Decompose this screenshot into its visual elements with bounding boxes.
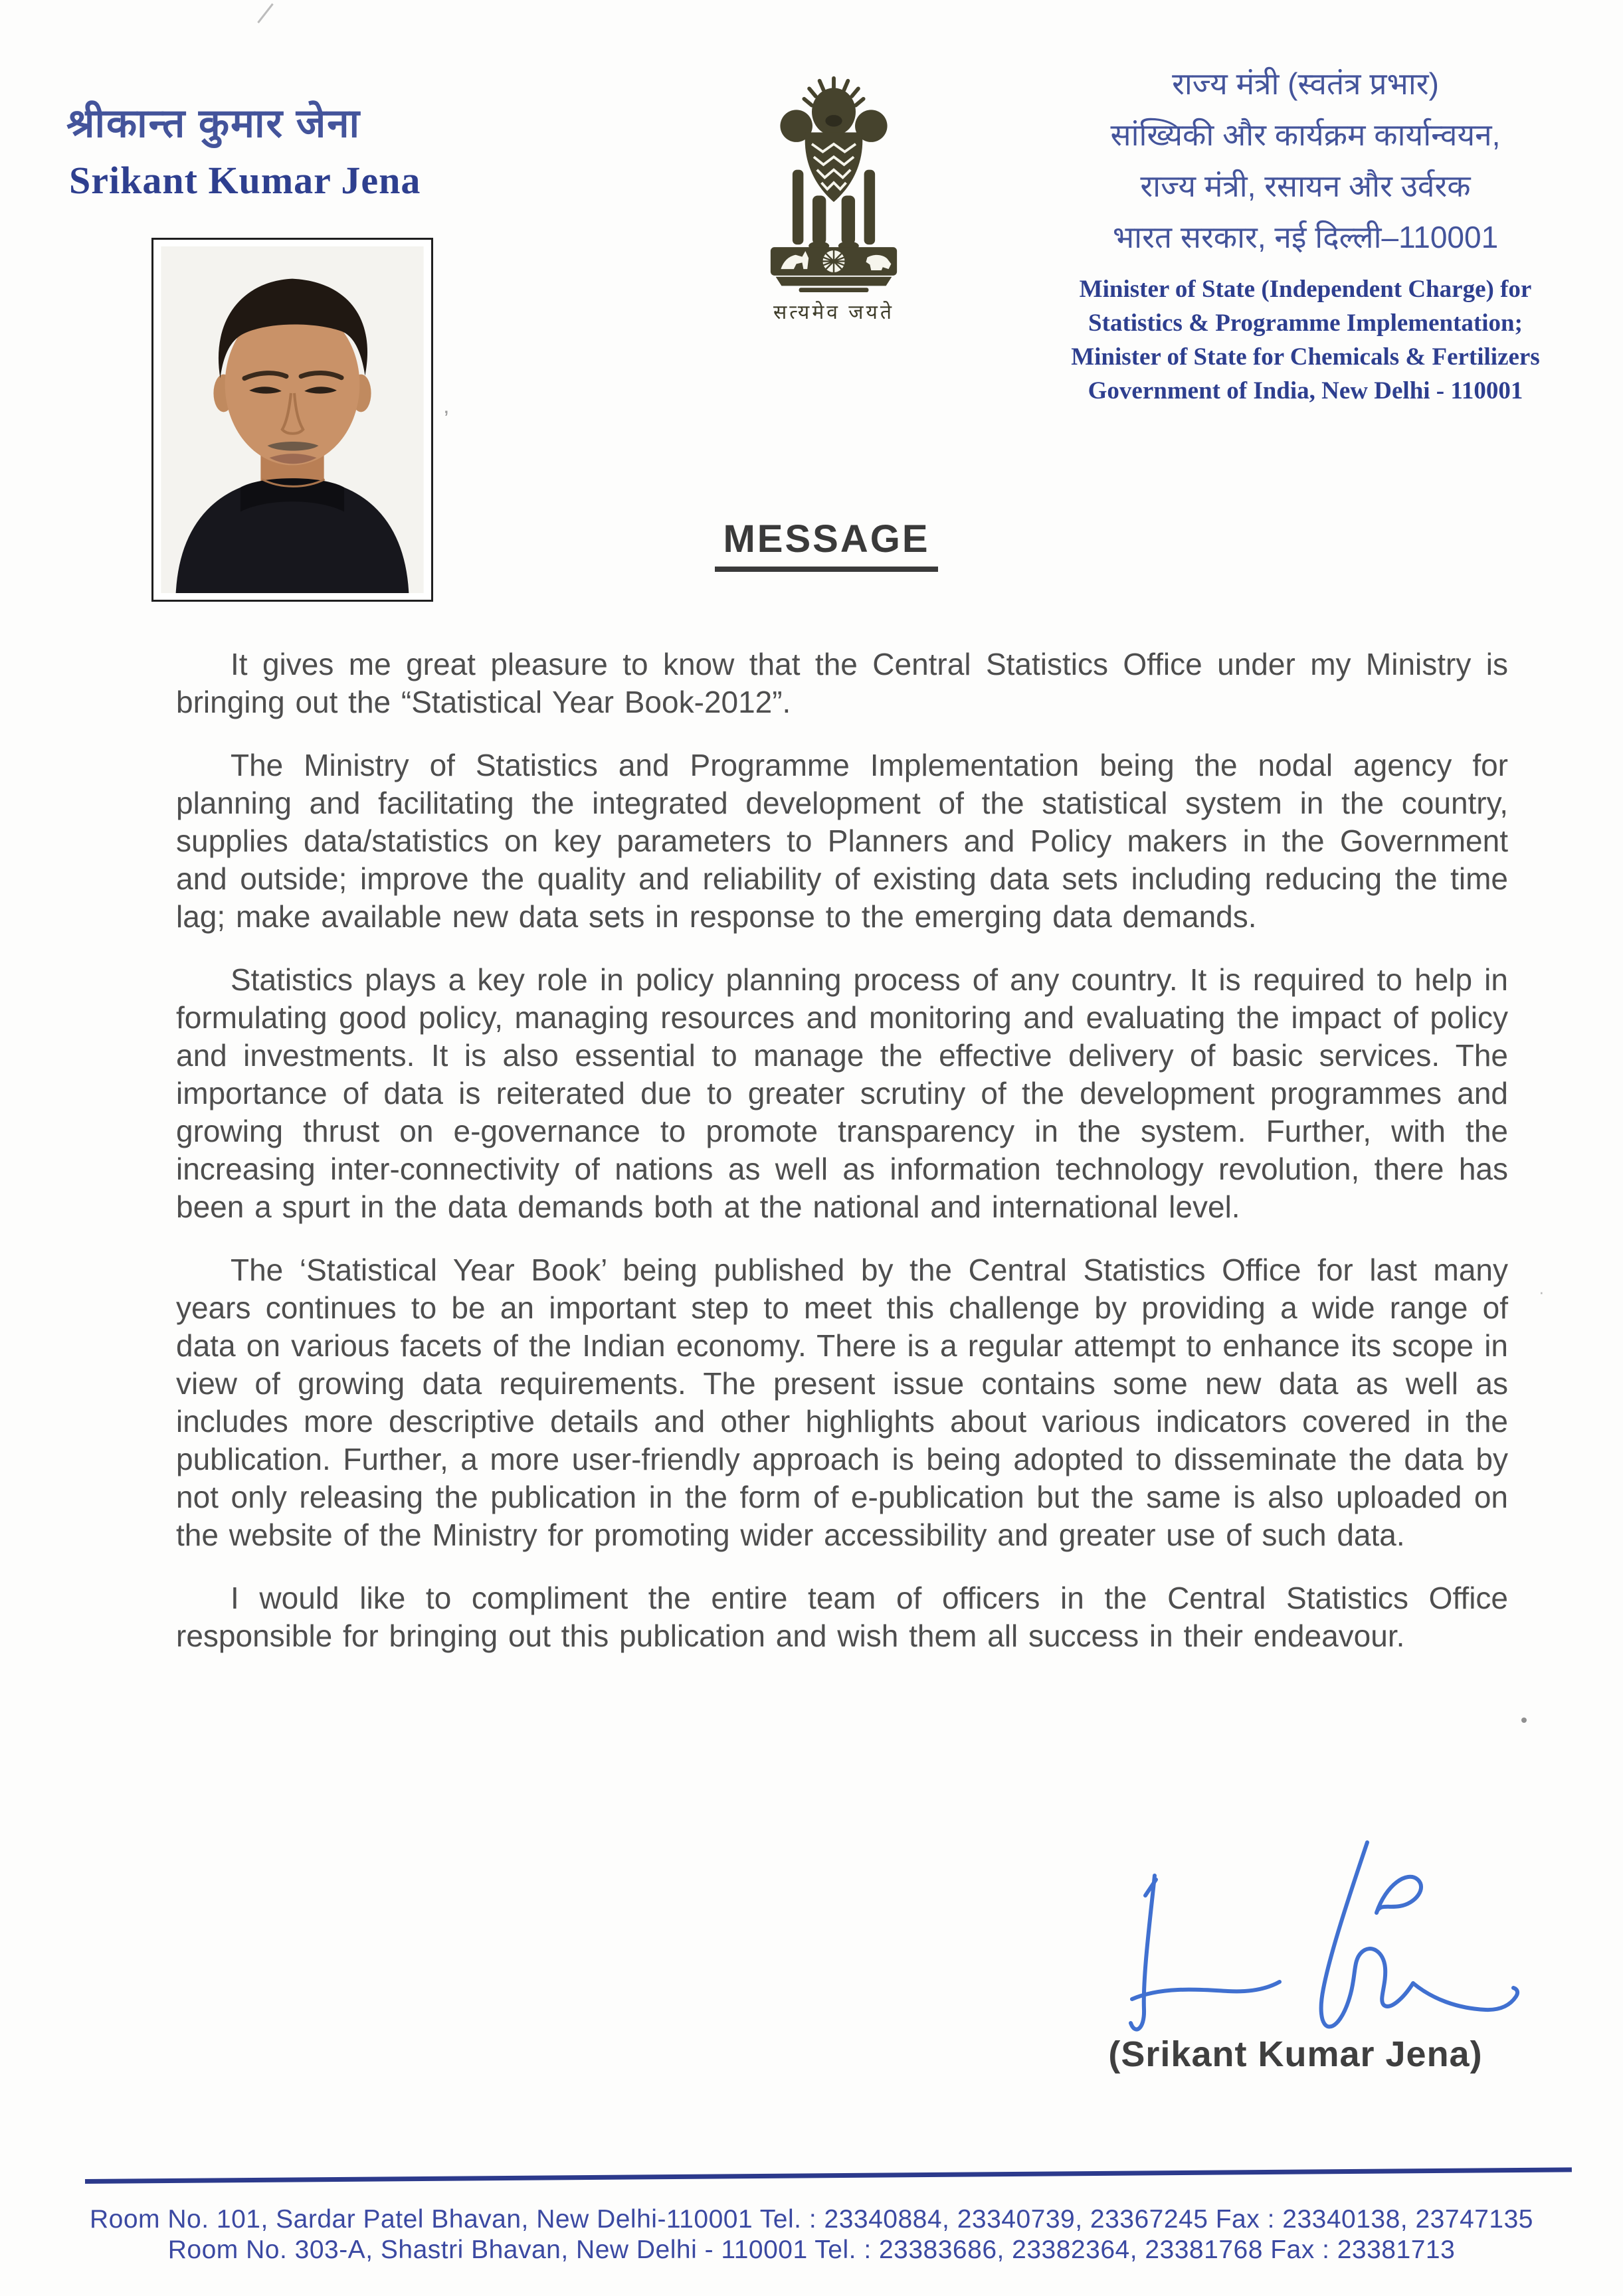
minister-name-hindi: श्रीकान्त कुमार जेना: [66, 101, 361, 145]
footer-divider: [85, 2167, 1572, 2184]
scan-artifact: ·: [1539, 1282, 1545, 1302]
scan-artifact: [1521, 1718, 1527, 1723]
office-english-line: Statistics & Programme Implementation;: [1088, 309, 1523, 337]
scan-artifact: [257, 3, 274, 23]
national-emblem: [734, 74, 933, 325]
lion-capital-icon: [734, 74, 933, 294]
footer-address-line-2: Room No. 303-A, Shastri Bhavan, New Delhi - 110001 Tel. : 23383686, 23382364, 23381768 Fax : 23381713: [167, 2236, 1456, 2264]
office-hindi-line: राज्य मंत्री, रसायन और उर्वरक: [1140, 169, 1471, 203]
body-paragraph: The Ministry of Statistics and Programme Implementation being the nodal agency for planning and facilitating the integrated development of the statistical system in the country, supplies data/statistics on key parameters to Planners and Policy makers in the Government and outside; improve the quality and reliability of existing data sets including reducing the time lag; make available new data sets in response to the emerging data demands.: [176, 748, 1508, 934]
message-heading: MESSAGE: [715, 517, 937, 572]
office-english-line: Government of India, New Delhi - 110001: [1088, 377, 1523, 404]
signed-name: (Srikant Kumar Jena): [1108, 2034, 1483, 2074]
office-title-block: [990, 58, 1621, 408]
body-paragraph: It gives me great pleasure to know that the Central Statistics Office under my Ministry is bringing out the “Statistical Year Book-2012”.: [176, 647, 1508, 719]
scan-artifact: ’: [444, 406, 449, 432]
minister-name-english: Srikant Kumar Jena: [69, 159, 421, 202]
office-english-line: Minister of State (Independent Charge) for: [1079, 276, 1532, 303]
footer-address-line-1: Room No. 101, Sardar Patel Bhavan, New Delhi-110001 Tel. : 23340884, 23340739, 23367245 Fax : 23340138, 23747135: [90, 2205, 1533, 2234]
office-hindi-line: भारत सरकार, नई दिल्ली–110001: [1112, 220, 1499, 254]
body-paragraph: Statistics plays a key role in policy planning process of any country. It is required to help in formulating good policy, managing resources and monitoring and evaluating the impact of policy and investments. It is also essential to manage the effective delivery of basic services. The importance of data is reiterated due to greater scrutiny of the development programmes and growing thrust on e-governance to promote transparency in the system. Further, with the increasing inter-connectivity of nations as well as information technology revolution, there has been a spurt in the data demands both at the national and international level.: [176, 962, 1508, 1224]
office-hindi-line: सांख्यिकी और कार्यक्रम कार्यान्वयन,: [1110, 118, 1501, 152]
body-paragraph: I would like to compliment the entire team of officers in the Central Statistics Office responsible for bringing out this publication and wish them all success in their endeavour.: [176, 1581, 1508, 1653]
office-english-line: Minister of State for Chemicals & Fertilizers: [1071, 343, 1540, 371]
letter-body: [176, 646, 1508, 1680]
body-paragraph: The ‘Statistical Year Book’ being published by the Central Statistics Office for last many years continues to be an important step to meet this challenge by providing a wide range of data on various facets of the Indian economy. There is a regular attempt to enhance its scope in view of growing data requirements. The present issue contains some new data as well as includes more descriptive details and other highlights about various indicators covered in the publication. Further, a more user-friendly approach is being adopted to disseminate the data by not only releasing the publication in the form of e-publication but the same is also uploaded on the website of the Ministry for promoting wider accessibility and greater use of such data.: [176, 1253, 1508, 1552]
office-hindi-line: राज्य मंत्री (स्वतंत्र प्रभार): [1172, 66, 1439, 101]
emblem-motto: सत्यमेव जयते: [773, 302, 895, 323]
